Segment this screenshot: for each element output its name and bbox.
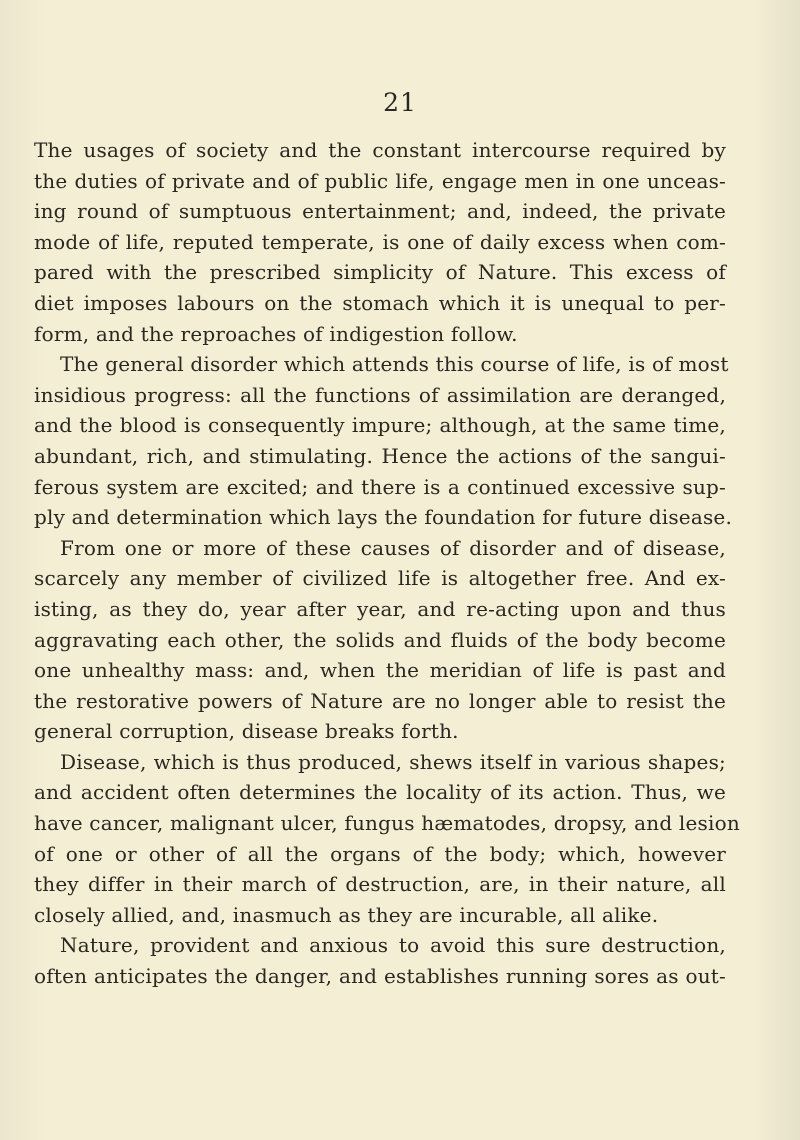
text-line: abundant, rich, and stimulating. Hence the actions of the sangui- (34, 443, 726, 468)
text-line: diet imposes labours on the stomach which it is unequal to per- (34, 290, 726, 315)
text-line: closely allied, and, inasmuch as they are incurable, all alike. (34, 902, 659, 927)
text-line: From one or more of these causes of disorder and of disease, (60, 535, 726, 560)
text-line: and accident often determines the locality of its action. Thus, we (34, 780, 726, 805)
page-number: 21 (383, 88, 417, 117)
text-line: the restorative powers of Nature are no longer able to resist the (34, 688, 726, 713)
text-line: and the blood is consequently impure; although, at the same time, (34, 413, 726, 438)
text-line: isting, as they do, year after year, and re-acting upon and thus (34, 596, 726, 621)
body-text (34, 135, 740, 992)
text-line: Nature, provident and anxious to avoid this sure destruction, (60, 933, 726, 958)
text-line: scarcely any member of civilized life is altogether free. And ex- (34, 566, 726, 591)
text-line: ferous system are excited; and there is a continued excessive sup- (34, 474, 726, 499)
text-line: ing round of sumptuous entertainment; and, indeed, the private (34, 199, 726, 224)
text-line: pared with the prescribed simplicity of Nature. This excess of (34, 260, 726, 285)
text-line: Disease, which is thus produced, shews itself in various shapes; (60, 749, 726, 774)
text-line: the duties of private and of public life, engage men in one unceas- (34, 168, 726, 193)
text-line: general corruption, disease breaks forth. (34, 719, 459, 744)
text-line: they differ in their march of destruction, are, in their nature, all (34, 872, 726, 897)
text-line: often anticipates the danger, and establishes running sores as out- (34, 964, 726, 989)
text-line: insidious progress: all the functions of assimilation are deranged, (34, 382, 726, 407)
text-line: The usages of society and the constant intercourse required by (34, 138, 726, 162)
text-line: ply and determination which lays the foundation for future disease. (34, 505, 732, 530)
text-line: of one or other of all the organs of the body; which, however (34, 841, 726, 866)
text-line: The general disorder which attends this course of life, is of most (60, 352, 729, 377)
text-line: have cancer, malignant ulcer, fungus hæmatodes, dropsy, and lesion (34, 811, 740, 836)
text-line: aggravating each other, the solids and fluids of the body become (34, 627, 726, 652)
text-line: one unhealthy mass: and, when the meridian of life is past and (34, 658, 726, 683)
text-line: form, and the reproaches of indigestion follow. (34, 321, 518, 346)
text-line: mode of life, reputed temperate, is one of daily excess when com- (34, 229, 726, 254)
